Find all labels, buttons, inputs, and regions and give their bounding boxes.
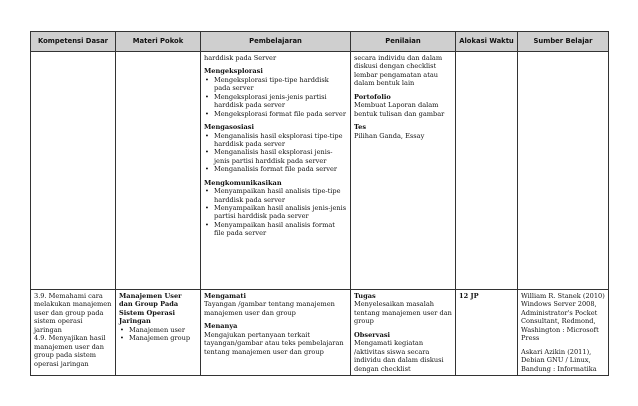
header-pembelajaran: Pembelajaran (201, 32, 351, 52)
cell-kompetensi-dasar (31, 290, 116, 376)
bullet-list (204, 187, 347, 238)
header-penilaian: Penilaian (351, 32, 456, 52)
section-text: Mengamati kegiatan /aktivitas siswa secara individu dan dalam diskusi dengan checklist (354, 339, 444, 373)
bullet-list (204, 132, 347, 174)
kd-item: 4.9. Menyajikan hasil manajemen user dan group pada sistem operasi jaringan (34, 334, 106, 368)
penilaian-intro: secara individu dan dalam diskusi dengan checklist lembar pengamatan atau dalam bentuk lain (354, 54, 443, 88)
section-text: Tayangan /gambar tentang manajemen manajemen user dan group (204, 300, 335, 317)
syllabus-table (30, 31, 609, 376)
header-sumber-belajar: Sumber Belajar (518, 32, 609, 52)
list-item: • Mengeksplorasi jenis-jenis partisi harddisk pada server (212, 93, 347, 110)
cell-penilaian (351, 290, 456, 376)
list-item: • Menganalisis hasil eksplorasi jenis-jenis partisi harddisk pada server (212, 148, 347, 165)
header-row (31, 32, 609, 52)
list-item: • Manajemen user (127, 326, 197, 334)
cell-alokasi-empty (456, 52, 518, 290)
list-item: • Menganalisis hasil eksplorasi tipe-tipe harddisk pada server (212, 132, 347, 149)
list-item: • Menyampaikan hasil analisis tipe-tipe harddisk pada server (212, 187, 347, 204)
section-title: Mengkomunikasikan (204, 178, 282, 187)
table-row (31, 52, 609, 290)
sumber-item: Askari Azikin (2011), Debian GNU / Linux, Bandung : Informatika (521, 347, 597, 373)
cell-kd-empty (31, 52, 116, 290)
header-alokasi-waktu: Alokasi Waktu (456, 32, 518, 52)
alokasi-value: 12 JP (459, 292, 479, 300)
cell-penilaian (351, 52, 456, 290)
list-item: • Mengeksplorasi format file pada server (212, 110, 347, 118)
bullet-list (204, 76, 347, 118)
section-text: Membuat Laporan dalam bentuk tulisan dan gambar (354, 101, 445, 118)
section-title: Menanya (204, 322, 238, 331)
section-title: Mengeksplorasi (204, 67, 263, 76)
header-kompetensi-dasar: Kompetensi Dasar (31, 32, 116, 52)
cell-sumber-empty (518, 52, 609, 290)
section-title: Tes (354, 123, 367, 132)
materi-title: Manajemen User dan Group Pada Sistem Operasi Jaringan (119, 292, 182, 326)
kd-item: 3.9. Memahami cara melakukan manajemen user dan group pada sistem operasi jaringan (34, 292, 112, 334)
section-title: Mengasosiasi (204, 123, 254, 132)
section-text: Menyelesaikan masalah tentang manajemen user dan group (354, 300, 452, 326)
cell-materi-pokok (116, 290, 201, 376)
list-item: • Mengeksplorasi tipe-tipe harddisk pada server (212, 76, 347, 93)
pembelajaran-intro: harddisk pada Server (204, 54, 277, 62)
section-title: Observasi (354, 330, 391, 339)
section-title: Mengamati (204, 292, 246, 300)
header-materi-pokok: Materi Pokok (116, 32, 201, 52)
list-item: • Manajemen group (127, 334, 197, 342)
cell-sumber-belajar (518, 290, 609, 376)
section-title: Portofolio (354, 92, 391, 101)
section-text: Pilihan Ganda, Essay (354, 131, 425, 140)
list-item: • Menyampaikan hasil analisis jenis-jenis partisi harddisk pada server (212, 204, 347, 221)
list-item: • Menyampaikan hasil analisis format file pada server (212, 221, 347, 238)
cell-pembelajaran (201, 290, 351, 376)
cell-alokasi-waktu (456, 290, 518, 376)
table-row (31, 290, 609, 376)
section-title: Tugas (354, 292, 376, 300)
cell-materi-empty (116, 52, 201, 290)
cell-pembelajaran (201, 52, 351, 290)
section-text: Mengajukan pertanyaan terkait tayangan/gambar atau teks pembelajaran tentang manajemen user dan group (204, 330, 344, 356)
sumber-item: William R. Stanek (2010) Windows Server 2008, Administrator's Pocket Consultant, Redmond, Washington : Microsoft Press (521, 292, 605, 343)
list-item: • Menganalisis format file pada server (212, 165, 347, 173)
bullet-list (119, 326, 197, 343)
